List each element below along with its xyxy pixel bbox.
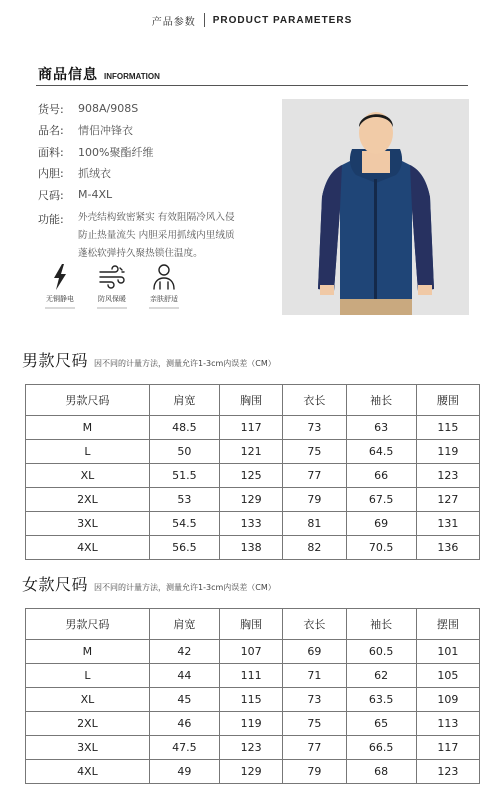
header-title-cn: 产品参数 — [151, 16, 196, 28]
table-cell: 109 — [416, 688, 479, 712]
table-cell: 105 — [416, 664, 479, 688]
info-row-size-range — [38, 184, 278, 206]
table-cell: 115 — [219, 688, 282, 712]
info-section-title — [38, 64, 160, 84]
table-row — [26, 736, 480, 760]
table-cell: 65 — [346, 712, 416, 736]
table-cell: L — [26, 664, 150, 688]
table-cell: 2XL — [26, 712, 150, 736]
table-cell: 42 — [149, 640, 219, 664]
table-row — [26, 664, 480, 688]
table-cell: 79 — [283, 488, 346, 512]
header-cell: 腰围 — [416, 385, 479, 416]
table-cell: 3XL — [26, 736, 150, 760]
person-icon — [149, 262, 179, 292]
table-cell: XL — [26, 464, 150, 488]
table-row — [26, 488, 480, 512]
table-cell: 71 — [283, 664, 346, 688]
table-cell: 4XL — [26, 760, 150, 784]
header-cell: 男款尺码 — [26, 385, 150, 416]
table-cell: 81 — [283, 512, 346, 536]
table-header-row — [26, 609, 480, 640]
header-cell: 摆围 — [416, 609, 479, 640]
table-cell: 67.5 — [346, 488, 416, 512]
feature-icons — [34, 262, 190, 309]
info-list — [38, 98, 278, 206]
table-cell: 66.5 — [346, 736, 416, 760]
header-cell: 衣长 — [283, 609, 346, 640]
table-cell: 3XL — [26, 512, 150, 536]
function-line: 外壳结构致密紧实 有效阻隔冷风入侵 — [78, 212, 235, 223]
info-value: 情侣冲锋衣 — [78, 124, 133, 138]
info-key: 货号: — [38, 102, 64, 116]
info-value: 100%聚酯纤维 — [78, 145, 154, 159]
table-cell: 79 — [283, 760, 346, 784]
table-cell: 136 — [416, 536, 479, 560]
table-cell: 48.5 — [149, 416, 219, 440]
feature-underline — [45, 307, 75, 309]
table-cell: 66 — [346, 464, 416, 488]
table-cell: 101 — [416, 640, 479, 664]
function-line: 防止热量流失 内胆采用抓绒内里绒质 — [78, 230, 235, 241]
jacket-model-illustration — [282, 99, 469, 315]
table-cell: 69 — [346, 512, 416, 536]
table-cell: 119 — [219, 712, 282, 736]
table-row — [26, 688, 480, 712]
table-cell: 75 — [283, 440, 346, 464]
info-row-fabric — [38, 141, 278, 163]
info-key: 品名: — [38, 124, 64, 138]
info-title-cn: 商品信息 — [38, 67, 98, 83]
table-row — [26, 536, 480, 560]
header-cell: 肩宽 — [149, 385, 219, 416]
table-cell: 47.5 — [149, 736, 219, 760]
feature-label: 无铜静电 — [46, 295, 74, 303]
table-cell: 44 — [149, 664, 219, 688]
table-cell: 49 — [149, 760, 219, 784]
feature-antistatic — [34, 262, 86, 309]
table-cell: 131 — [416, 512, 479, 536]
table-cell: 107 — [219, 640, 282, 664]
women-note: 因不同的计量方法，测量允许1-3cm内误差（CM） — [94, 583, 276, 592]
function-description — [78, 209, 235, 263]
info-value: M-4XL — [78, 188, 113, 202]
feature-label: 亲肤舒适 — [150, 295, 178, 303]
table-row — [26, 712, 480, 736]
table-row — [26, 440, 480, 464]
table-row — [26, 512, 480, 536]
header-divider — [204, 13, 205, 27]
table-cell: 46 — [149, 712, 219, 736]
info-key: 尺码: — [38, 188, 64, 202]
table-cell: 68 — [346, 760, 416, 784]
header-cell: 胸围 — [219, 609, 282, 640]
header-title-en: PRODUCT PARAMETERS — [212, 14, 353, 26]
table-cell: 2XL — [26, 488, 150, 512]
table-cell: 115 — [416, 416, 479, 440]
table-cell: 45 — [149, 688, 219, 712]
women-size-table — [25, 608, 480, 784]
info-key: 面料: — [38, 145, 64, 159]
table-cell: 117 — [416, 736, 479, 760]
table-cell: 129 — [219, 488, 282, 512]
table-cell: 113 — [416, 712, 479, 736]
table-row — [26, 760, 480, 784]
table-cell: 75 — [283, 712, 346, 736]
table-header-row — [26, 385, 480, 416]
header-cell: 袖长 — [346, 385, 416, 416]
table-cell: 117 — [219, 416, 282, 440]
info-divider — [36, 85, 468, 86]
table-cell: 62 — [346, 664, 416, 688]
lightning-icon — [45, 262, 75, 292]
table-cell: 56.5 — [149, 536, 219, 560]
table-cell: 60.5 — [346, 640, 416, 664]
info-row-function — [38, 211, 235, 263]
product-photo — [282, 99, 469, 315]
header-cell: 肩宽 — [149, 609, 219, 640]
info-row-product-name — [38, 120, 278, 142]
header-cell: 胸围 — [219, 385, 282, 416]
table-cell: 70.5 — [346, 536, 416, 560]
table-cell: 50 — [149, 440, 219, 464]
info-key: 内胆: — [38, 167, 64, 181]
feature-skin-friendly — [138, 262, 190, 309]
feature-underline — [97, 307, 127, 309]
table-cell: 127 — [416, 488, 479, 512]
header-cell: 衣长 — [283, 385, 346, 416]
wind-icon — [97, 262, 127, 292]
table-cell: 82 — [283, 536, 346, 560]
table-cell: 77 — [283, 464, 346, 488]
table-cell: 129 — [219, 760, 282, 784]
table-cell: 69 — [283, 640, 346, 664]
table-cell: 73 — [283, 688, 346, 712]
table-cell: 111 — [219, 664, 282, 688]
table-cell: M — [26, 640, 150, 664]
table-row — [26, 464, 480, 488]
table-cell: 123 — [219, 736, 282, 760]
header-cell: 袖长 — [346, 609, 416, 640]
table-cell: 51.5 — [149, 464, 219, 488]
table-cell: 53 — [149, 488, 219, 512]
table-cell: 125 — [219, 464, 282, 488]
table-cell: 133 — [219, 512, 282, 536]
men-size-title — [22, 348, 276, 371]
function-line: 蓬松软弹持久聚热锁住温度。 — [78, 248, 203, 259]
table-cell: 63 — [346, 416, 416, 440]
info-key: 功能: — [38, 213, 64, 226]
info-row-lining — [38, 163, 278, 185]
table-cell: 138 — [219, 536, 282, 560]
table-cell: L — [26, 440, 150, 464]
table-cell: 4XL — [26, 536, 150, 560]
table-cell: 54.5 — [149, 512, 219, 536]
table-cell: XL — [26, 688, 150, 712]
table-cell: 64.5 — [346, 440, 416, 464]
table-row — [26, 416, 480, 440]
table-cell: 121 — [219, 440, 282, 464]
table-cell: 73 — [283, 416, 346, 440]
info-value: 抓绒衣 — [78, 167, 111, 181]
table-cell: 63.5 — [346, 688, 416, 712]
info-value: 908A/908S — [78, 102, 139, 116]
table-cell: 77 — [283, 736, 346, 760]
women-size-title — [22, 572, 276, 595]
header-cell: 男款尺码 — [26, 609, 150, 640]
men-title: 男款尺码 — [22, 351, 89, 370]
info-row-item-number — [38, 98, 278, 120]
men-size-table — [25, 384, 480, 560]
table-cell: 119 — [416, 440, 479, 464]
table-cell: 123 — [416, 760, 479, 784]
men-note: 因不同的计量方法，测量允许1-3cm内误差（CM） — [94, 359, 276, 368]
feature-label: 防风保暖 — [98, 295, 126, 303]
info-title-en: INFORMATION — [104, 72, 160, 81]
page-header — [0, 10, 504, 30]
women-title: 女款尺码 — [22, 575, 89, 594]
feature-underline — [149, 307, 179, 309]
table-cell: 123 — [416, 464, 479, 488]
feature-windproof — [86, 262, 138, 309]
table-cell: M — [26, 416, 150, 440]
table-row — [26, 640, 480, 664]
